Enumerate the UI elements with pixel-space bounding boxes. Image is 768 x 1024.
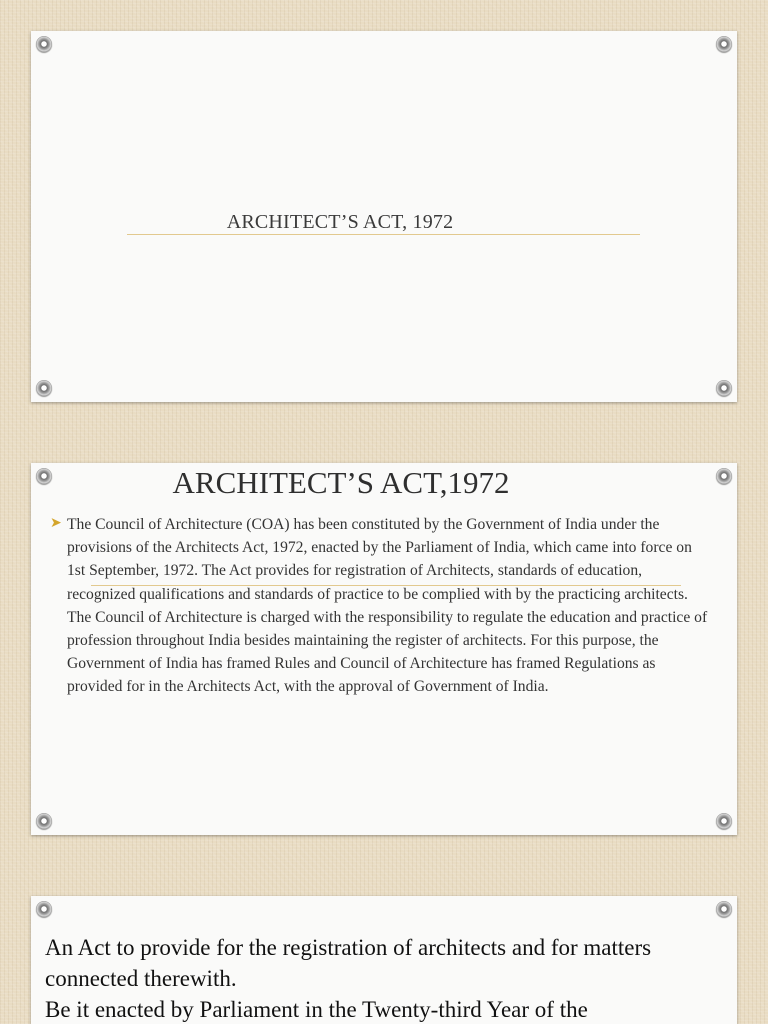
act-preamble: An Act to provide for the registration of architects and for matters connected therewith. (45, 935, 652, 991)
slide-3 (31, 896, 737, 1024)
slide-1-title: ARCHITECT’S ACT, 1972 (226, 211, 454, 233)
rivet-icon (716, 380, 732, 396)
arrowhead-bullet-icon: ➤ (50, 515, 62, 531)
slide-3-text (45, 932, 725, 1024)
rivet-icon (36, 36, 52, 52)
rivet-icon (716, 813, 732, 829)
enactment-clause: Be it enacted by Parliament in the Twenty-third Year of the (45, 997, 588, 1022)
rivet-icon (716, 36, 732, 52)
slide-2-title: ARCHITECT’S ACT,1972 (172, 465, 510, 500)
slide-2-body: The Council of Architecture (COA) has been constituted by the Government of India under the provisions of the Architects Act, 1972, enacted by the Parliament of India, which came into force on 1st September, 1972. The Act provides for registration of Architects, standards of education, recognized qualifications and standards of practice to be complied with by the practicing architects. The Council of Architecture is charged with the responsibility to regulate the education and practice of profession throughout India besides maintaining the register of architects. For this purpose, the Government of India has framed Rules and Council of Architecture has framed Regulations as provided for in the Architects Act, with the approval of Government of India. (67, 516, 708, 696)
slide-2 (31, 463, 737, 835)
title-underline (127, 234, 640, 235)
rivet-icon (36, 901, 52, 917)
rivet-icon (36, 380, 52, 396)
rivet-icon (716, 468, 732, 484)
rivet-icon (716, 901, 732, 917)
slide-1 (31, 31, 737, 402)
rivet-icon (36, 813, 52, 829)
